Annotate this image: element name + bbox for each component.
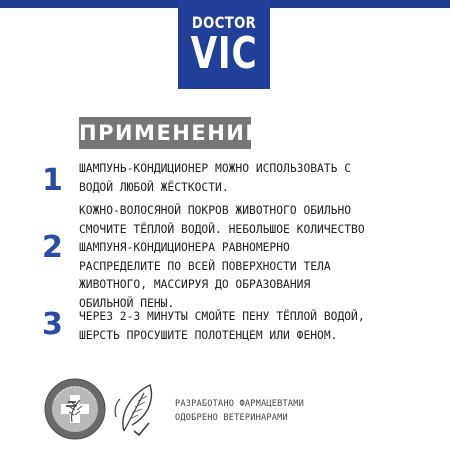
step-text — [79, 160, 429, 197]
step-number: 2 — [42, 230, 63, 265]
brand-logo — [178, 0, 270, 89]
claim-developed-by-pharmacists: РАЗРАБОТАНО ФАРМАЦЕВТАМИ — [175, 399, 304, 409]
step-text-line: КОЖНО-ВОЛОСЯНОЙ ПОКРОВ ЖИВОТНОГО ОБИЛЬНО — [79, 204, 352, 217]
brand-logo-line1: DOCTOR — [191, 13, 257, 32]
step-text-line: ШЕРСТЬ ПРОСУШИТЕ ПОЛОТЕНЦЕМ ИЛИ ФЕНОМ. — [79, 328, 338, 342]
step-number: 3 — [42, 307, 63, 342]
pharma-quality-seal-icon — [44, 378, 106, 440]
step-text-line: ЖИВОТНОГО, МАССИРУЯ ДО ОБРАЗОВАНИЯ — [79, 278, 311, 291]
step-text-line: ОБИЛЬНОЙ ПЕНЫ. — [79, 296, 175, 310]
feather-checkmark-icon — [110, 379, 164, 437]
step-text-line: РАСПРЕДЕЛИТЕ ПО ВСЕЙ ПОВЕРХНОСТИ ТЕЛА — [79, 259, 331, 273]
claim-approved-by-vets: ОДОБРЕНО ВЕТЕРИНАРАМИ — [175, 413, 288, 423]
step-number: 1 — [42, 163, 63, 198]
step-text-line: ШАМПУНЯ-КОНДИЦИОНЕРА РАВНОМЕРНО — [79, 241, 290, 254]
section-title: ПРИМЕНЕНИЕ: — [79, 117, 251, 149]
step-text — [79, 308, 429, 345]
step-text — [79, 202, 429, 313]
step-text-line: ВОДОЙ ЛЮБОЙ ЖЁСТКОСТИ. — [79, 180, 229, 194]
brand-logo-line2: VIC — [190, 28, 258, 79]
quality-claims — [175, 397, 304, 425]
step-text-line: ШАМПУНЬ-КОНДИЦИОНЕР МОЖНО ИСПОЛЬЗОВАТЬ С — [79, 162, 352, 175]
step-text-line: СМОЧИТЕ ТЁПЛОЙ ВОДОЙ. НЕБОЛЬШОЕ КОЛИЧЕСТВО — [79, 222, 365, 236]
step-text-line: ЧЕРЕЗ 2-3 МИНУТЫ СМОЙТЕ ПЕНУ ТЁПЛОЙ ВОДОЙ, — [79, 310, 365, 323]
